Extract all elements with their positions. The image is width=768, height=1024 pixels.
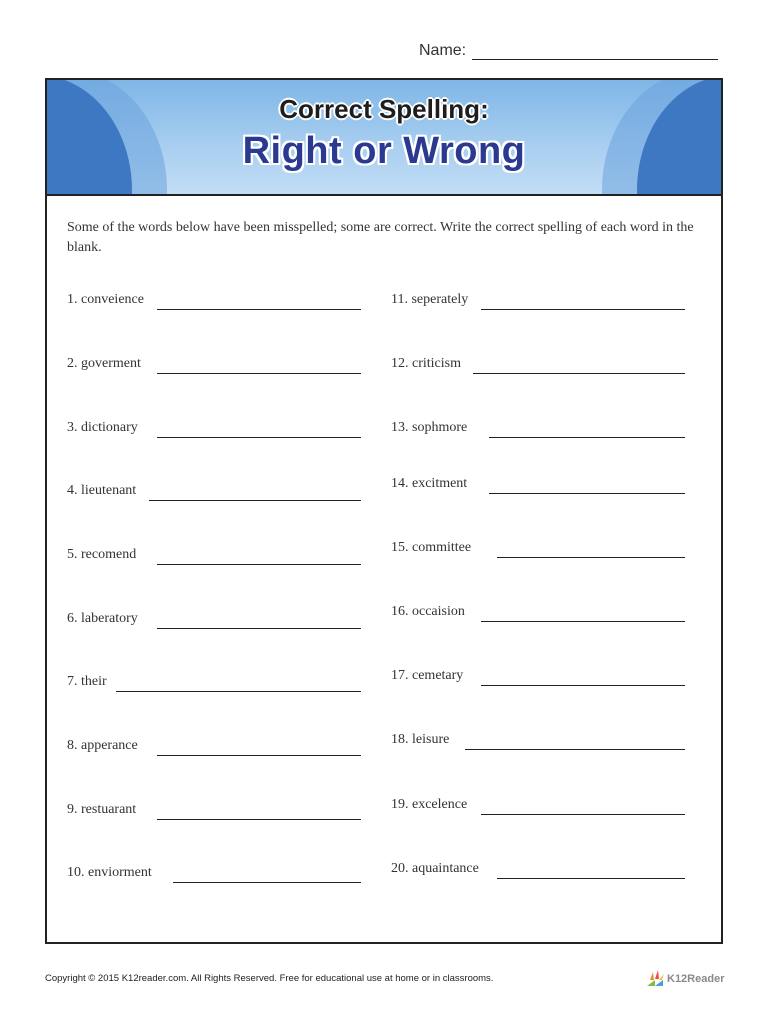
word-label: 6. laberatory xyxy=(67,611,138,626)
name-field xyxy=(419,40,719,64)
list-item xyxy=(67,736,362,756)
list-item xyxy=(391,602,686,622)
answer-blank[interactable] xyxy=(473,373,685,374)
word-label: 3. dictionary xyxy=(67,420,138,435)
word-label: 15. committee xyxy=(391,540,472,555)
word-label: 7. their xyxy=(67,674,107,689)
worksheet-frame xyxy=(45,78,723,944)
answer-blank[interactable] xyxy=(157,437,361,438)
word-label: 18. leisure xyxy=(391,732,450,747)
answer-blank[interactable] xyxy=(497,878,685,879)
answer-blank[interactable] xyxy=(157,628,361,629)
answer-blank[interactable] xyxy=(489,437,685,438)
name-blank[interactable] xyxy=(472,59,718,60)
word-label: 13. sophmore xyxy=(391,420,468,435)
answer-blank[interactable] xyxy=(481,814,685,815)
list-item xyxy=(391,418,686,438)
copyright-footer: Copyright © 2015 K12reader.com. All Rights Reserved. Free for educational use at home or in classrooms. xyxy=(45,973,494,984)
list-item xyxy=(391,795,686,815)
word-label: 17. cemetary xyxy=(391,668,464,683)
word-label: 8. apperance xyxy=(67,738,138,753)
list-item xyxy=(391,354,686,374)
answer-blank[interactable] xyxy=(481,621,685,622)
list-item xyxy=(67,354,362,374)
answer-blank[interactable] xyxy=(157,755,361,756)
title-banner xyxy=(47,80,721,196)
list-item xyxy=(67,863,362,883)
word-label: 19. excelence xyxy=(391,797,468,812)
word-label: 14. excitment xyxy=(391,476,468,491)
k12reader-logo xyxy=(645,966,730,990)
word-label: 1. conveience xyxy=(67,292,144,307)
name-label: Name: xyxy=(419,42,467,59)
word-label: 2. goverment xyxy=(67,356,141,371)
list-item xyxy=(391,666,686,686)
answer-blank[interactable] xyxy=(116,691,361,692)
list-item xyxy=(67,290,362,310)
list-item xyxy=(67,800,362,820)
word-label: 9. restuarant xyxy=(67,802,137,817)
list-item xyxy=(391,474,686,494)
answer-blank[interactable] xyxy=(157,309,361,310)
title-line-1: Correct Spelling: xyxy=(279,94,489,124)
answer-blank[interactable] xyxy=(489,493,685,494)
list-item xyxy=(391,538,686,558)
list-item xyxy=(391,859,686,879)
title-line-2: Right or Wrong xyxy=(242,130,526,172)
answer-blank[interactable] xyxy=(157,564,361,565)
list-item xyxy=(391,730,686,750)
answer-blank[interactable] xyxy=(481,309,685,310)
answer-blank[interactable] xyxy=(465,749,685,750)
list-item xyxy=(67,672,362,692)
answer-blank[interactable] xyxy=(149,500,361,501)
word-label: 20. aquaintance xyxy=(391,861,479,876)
answer-blank[interactable] xyxy=(481,685,685,686)
word-label: 10. enviorment xyxy=(67,865,152,880)
instructions: Some of the words below have been misspelled; some are correct. Write the correct spelling of each word in the blank. xyxy=(67,220,694,255)
word-label: 5. recomend xyxy=(67,547,137,562)
logo-text: K12Reader xyxy=(667,973,725,985)
word-label: 4. lieutenant xyxy=(67,483,137,498)
list-item xyxy=(67,545,362,565)
word-label: 16. occaision xyxy=(391,604,465,619)
word-label: 12. criticism xyxy=(391,356,461,371)
list-item xyxy=(391,290,686,310)
answer-blank[interactable] xyxy=(157,373,361,374)
list-item xyxy=(67,609,362,629)
list-item xyxy=(67,418,362,438)
list-item xyxy=(67,481,362,501)
answer-blank[interactable] xyxy=(157,819,361,820)
book-logo-icon xyxy=(645,968,667,988)
answer-blank[interactable] xyxy=(173,882,361,883)
word-label: 11. seperately xyxy=(391,292,469,307)
answer-blank[interactable] xyxy=(497,557,685,558)
